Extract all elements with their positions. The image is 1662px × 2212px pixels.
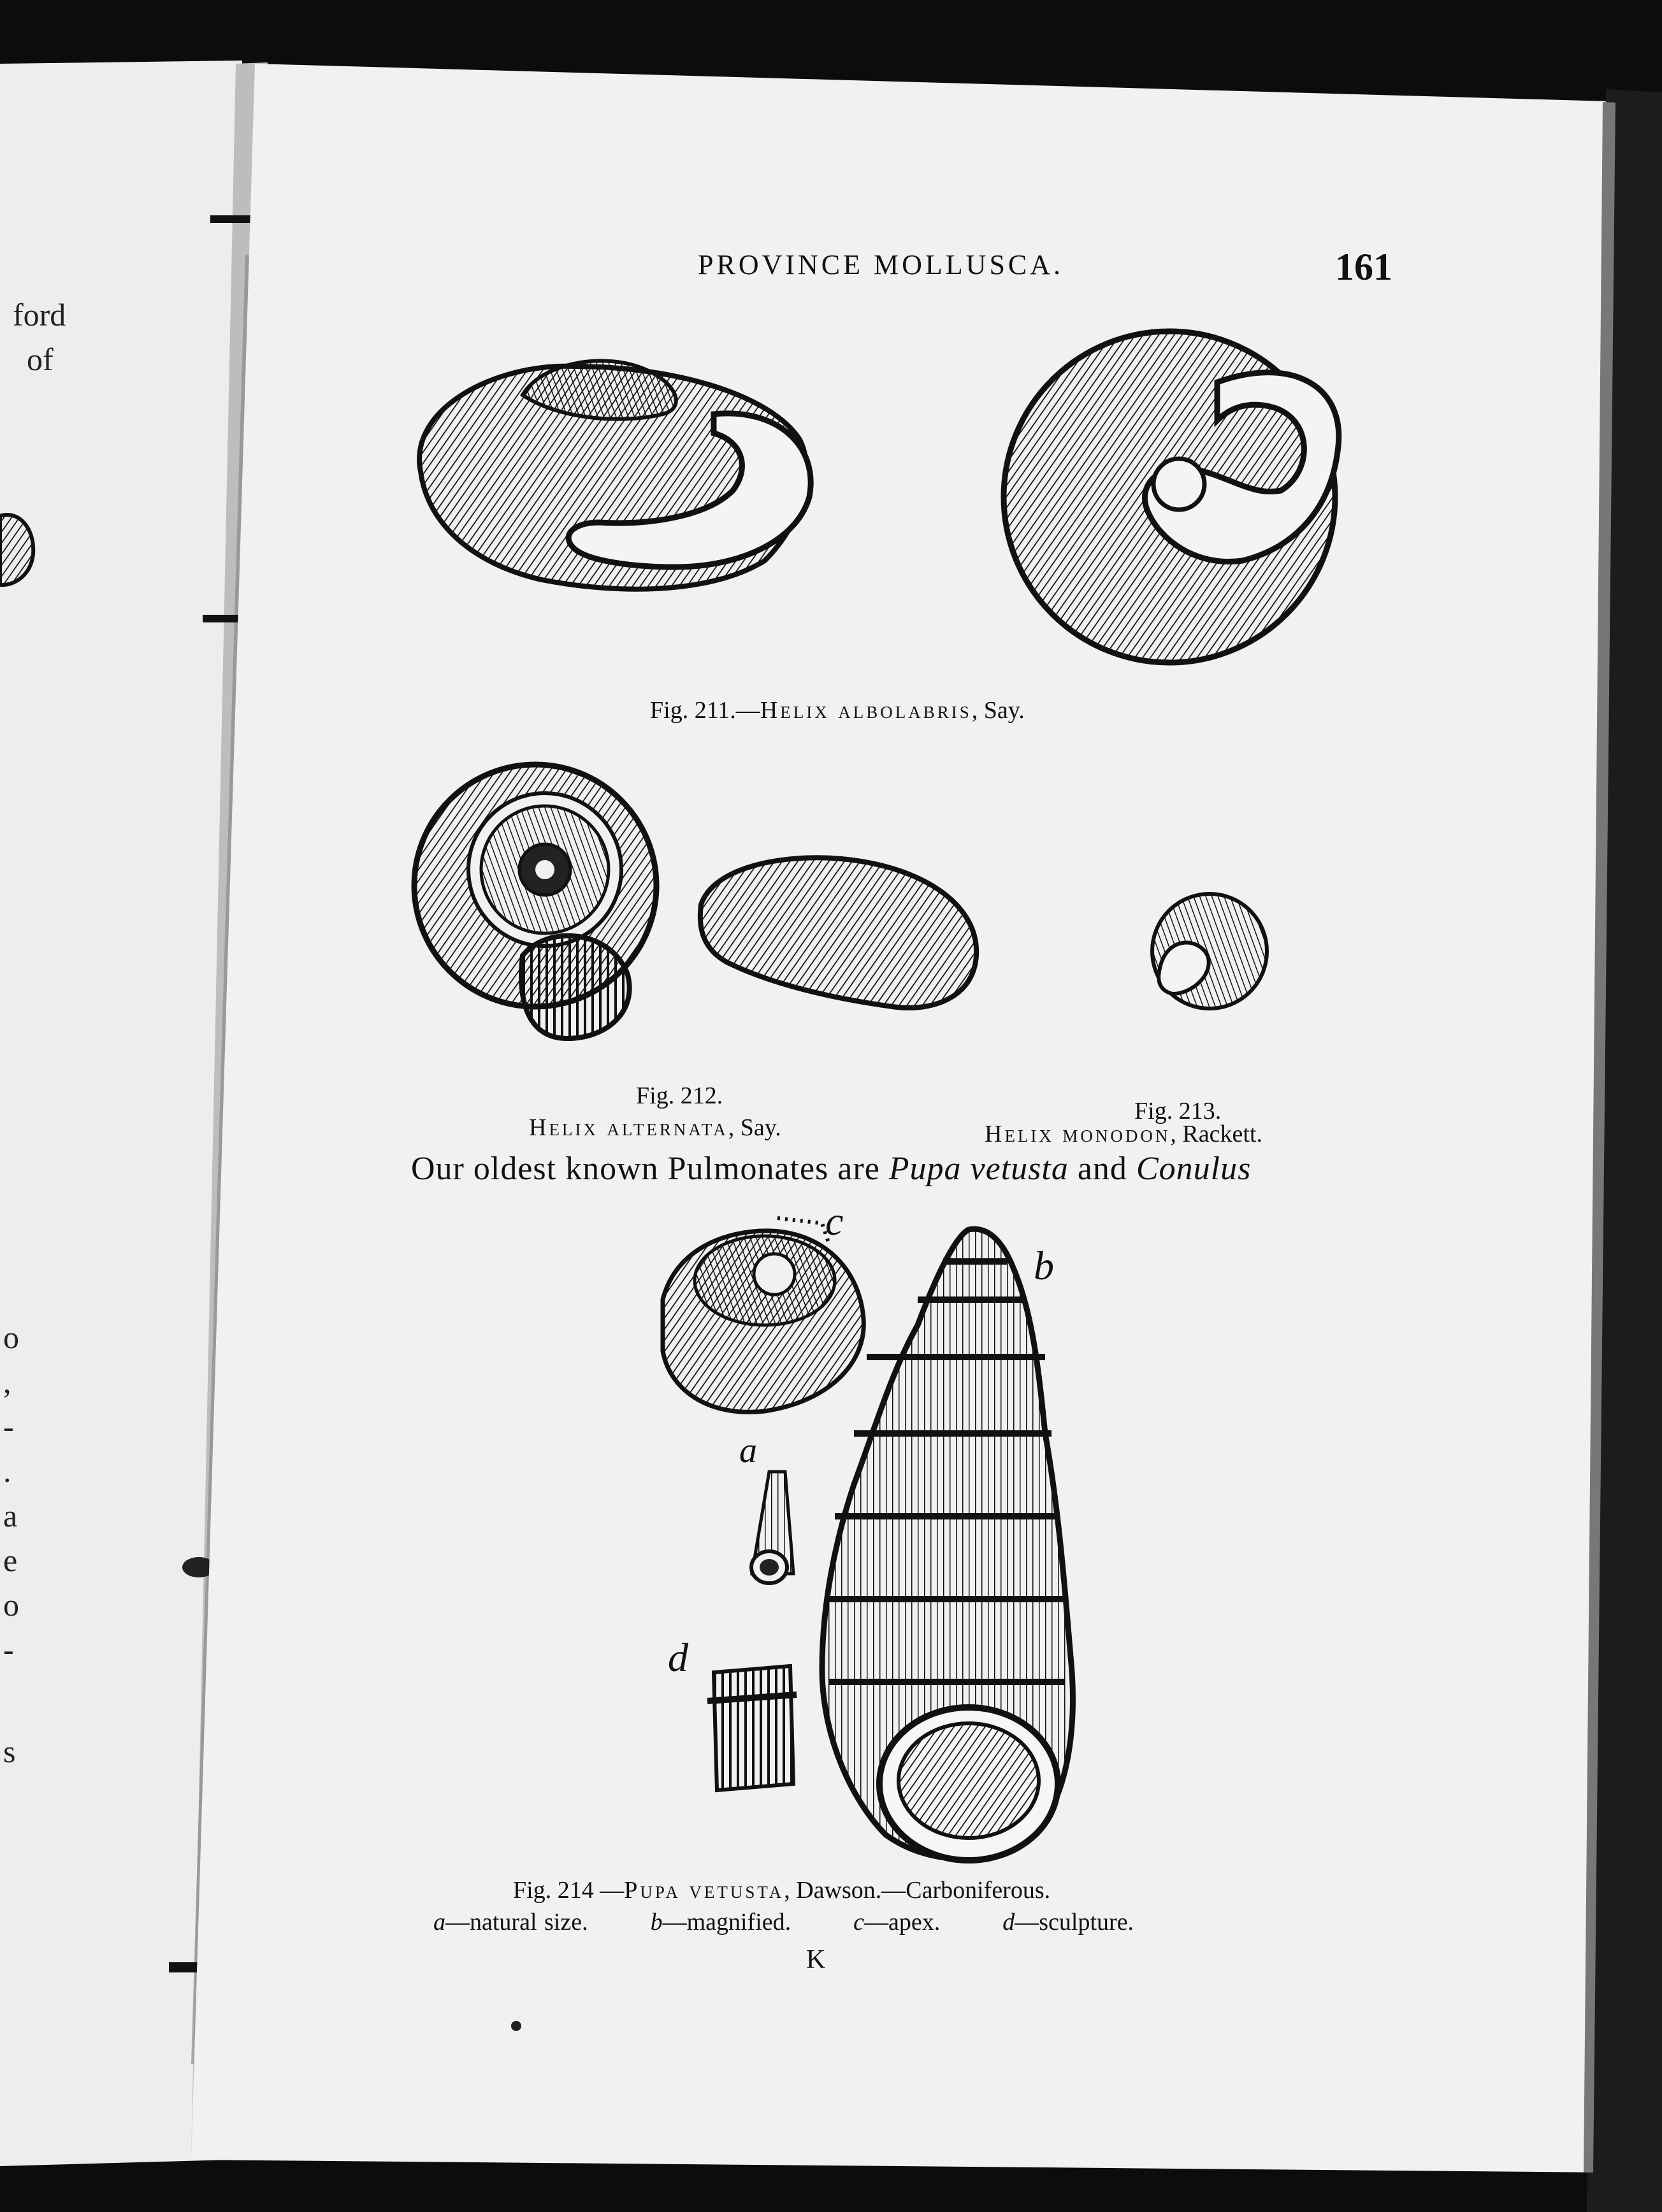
fig213-number: Fig. 213. xyxy=(1134,1098,1222,1124)
fig213-species: Helix monodon xyxy=(985,1121,1171,1147)
fig211-species: Helix albolabris xyxy=(760,697,972,724)
left-page-fragment: . xyxy=(3,1453,11,1489)
page-number: 161 xyxy=(1335,246,1392,288)
fig214-letter-d: d xyxy=(668,1635,688,1680)
fig214-label: Fig. 214 — xyxy=(513,1877,625,1904)
fig214-letter-b: b xyxy=(1034,1243,1054,1288)
signature-mark: K xyxy=(806,1945,826,1974)
left-page-fragment: - xyxy=(3,1632,14,1667)
key-text: —magnified. xyxy=(662,1909,791,1936)
key-text: —apex. xyxy=(864,1909,941,1936)
fig212-number: Fig. 212. xyxy=(636,1082,723,1109)
key-letter: b xyxy=(650,1909,663,1936)
body-term-pupa: Pupa vetusta xyxy=(888,1151,1069,1187)
key-letter: d xyxy=(1002,1909,1015,1936)
fig211-label: Fig. 211.— xyxy=(650,697,760,724)
key-letter: a xyxy=(433,1909,445,1936)
left-page-fragment: of xyxy=(27,341,54,377)
fig212-caption xyxy=(529,1114,781,1142)
key-text: —sculpture. xyxy=(1015,1909,1134,1936)
key-text: —natural size. xyxy=(445,1909,588,1936)
fig212-author: , Say. xyxy=(728,1114,781,1141)
key-letter: c xyxy=(853,1909,865,1936)
left-page-fragment: s xyxy=(3,1734,16,1769)
fig214-letter-a: a xyxy=(739,1431,757,1470)
fig214-caption xyxy=(513,1876,1050,1904)
fig211-caption xyxy=(650,696,1025,724)
fig214-letter-c: c xyxy=(825,1198,844,1244)
left-page-fragment: o xyxy=(3,1587,19,1623)
body-text-joiner: and xyxy=(1068,1151,1136,1187)
body-text: Our oldest known Pulmonates are xyxy=(411,1151,889,1187)
left-page-fragment: - xyxy=(3,1409,14,1444)
left-page-fragment: , xyxy=(3,1364,11,1400)
body-term-conulus: Conulus xyxy=(1136,1151,1252,1187)
left-page-fragment: o xyxy=(3,1319,19,1355)
fig214-species: Pupa vetusta xyxy=(624,1877,784,1904)
fig213-author: , Rackett. xyxy=(1170,1121,1262,1147)
fig214-key xyxy=(433,1908,1134,1936)
fig211-author: , Say. xyxy=(971,697,1025,724)
left-page-fragment: ford xyxy=(13,297,66,333)
fig212-species: Helix alternata xyxy=(529,1114,728,1141)
fig213-caption xyxy=(985,1120,1262,1148)
running-title: PROVINCE MOLLUSCA. xyxy=(698,249,1064,280)
body-text-line xyxy=(411,1150,1251,1188)
left-page-fragment: a xyxy=(3,1498,18,1533)
left-page-fragment: e xyxy=(3,1542,18,1578)
fig214-rest: , Dawson.—Carboniferous. xyxy=(784,1877,1051,1904)
